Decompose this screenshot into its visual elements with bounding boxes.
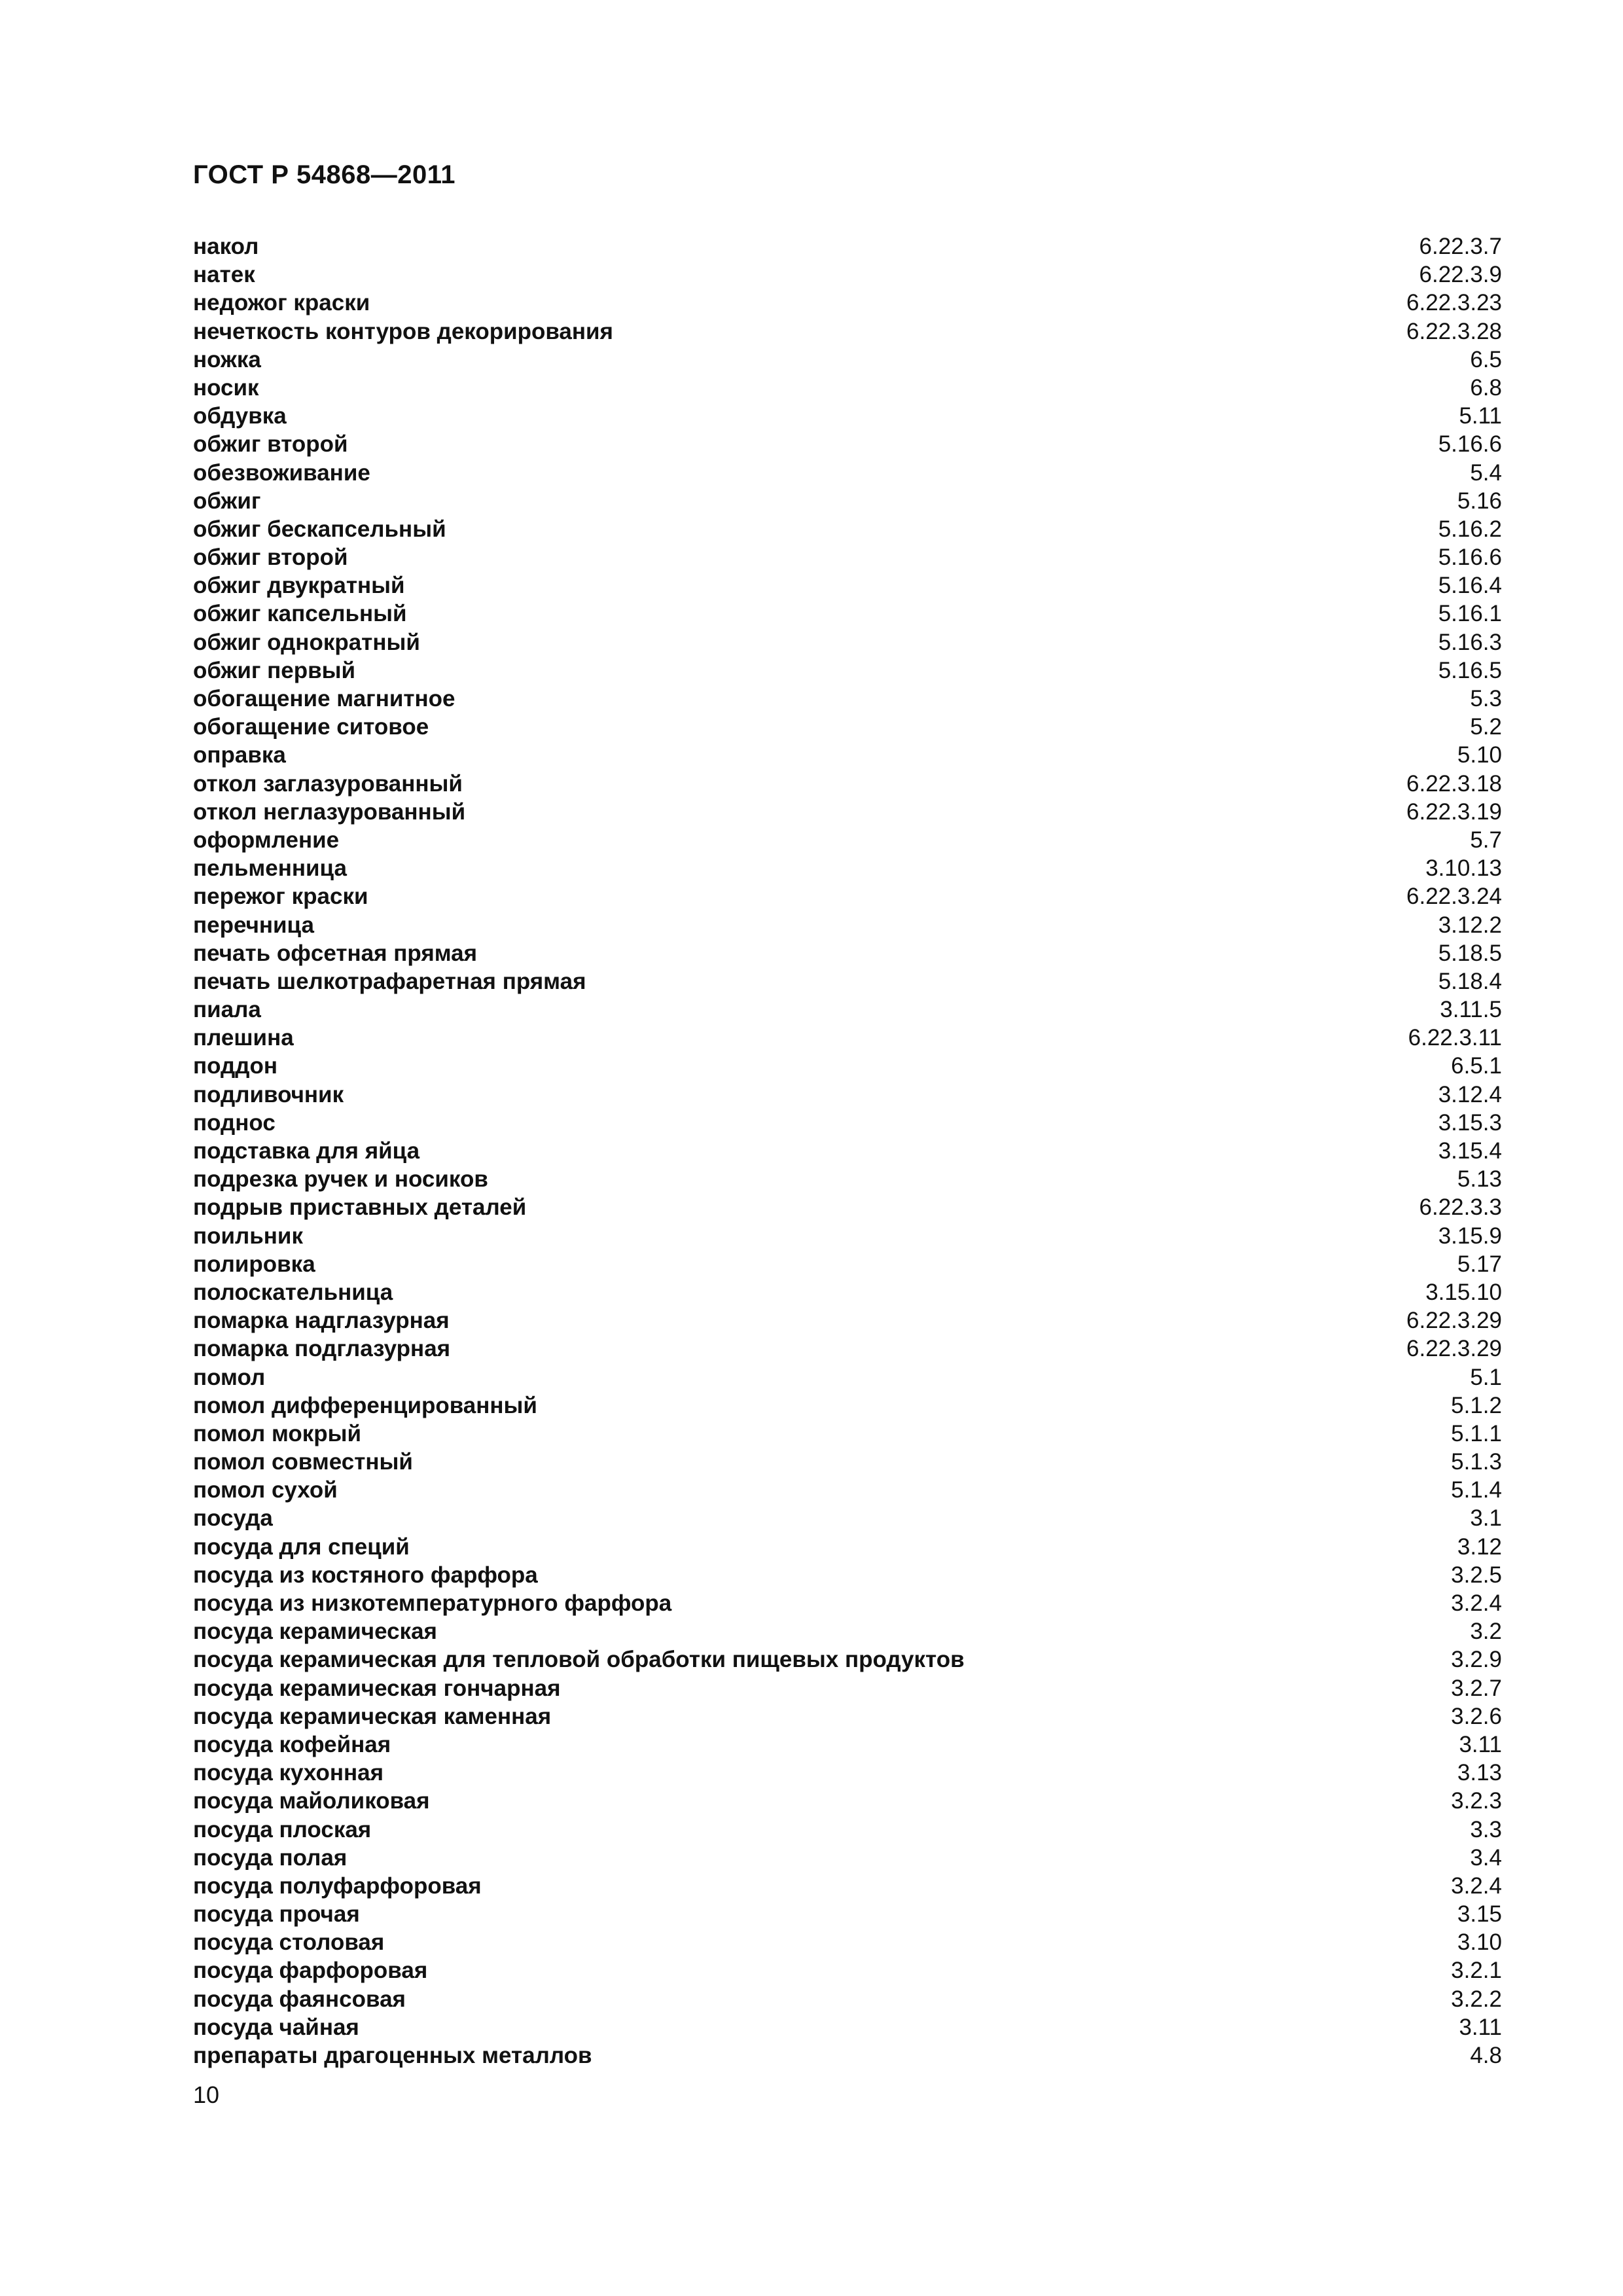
index-reference: 6.22.3.18 (1406, 770, 1502, 797)
index-entry (193, 260, 1502, 289)
index-entry (193, 1816, 1502, 1844)
index-entry (193, 1081, 1502, 1109)
index-reference: 6.5 (1470, 346, 1502, 372)
index-term: посуда из костяного фарфора (193, 1562, 538, 1588)
index-reference: 5.1.3 (1451, 1449, 1502, 1475)
index-reference: 3.10.13 (1425, 855, 1502, 882)
index-entry (193, 1985, 1502, 2013)
index-term: посуда для специй (193, 1534, 410, 1560)
index-reference: 5.1.2 (1451, 1392, 1502, 1418)
index-reference: 6.22.3.29 (1406, 1308, 1502, 1334)
index-entry (193, 317, 1502, 346)
index-reference: 5.1 (1470, 1364, 1502, 1390)
index-term: плешина (193, 1025, 294, 1051)
index-term: посуда кухонная (193, 1760, 384, 1786)
index-reference: 5.1.1 (1451, 1420, 1502, 1446)
index-entry (193, 1872, 1502, 1900)
index-term: обжиг капсельный (193, 601, 407, 627)
index-reference: 3.12.4 (1438, 1081, 1502, 1107)
index-entry (193, 1645, 1502, 1674)
index-entry (193, 374, 1502, 402)
index-entry (193, 1109, 1502, 1137)
index-entry (193, 854, 1502, 882)
index-entry (193, 1759, 1502, 1787)
index-term: обжиг двукратный (193, 573, 405, 599)
index-reference: 3.11 (1459, 1731, 1502, 1757)
index-reference: 3.2.9 (1451, 1647, 1502, 1673)
index-entry (193, 1702, 1502, 1731)
index-reference: 6.22.3.29 (1406, 1336, 1502, 1362)
index-term: пережог краски (193, 884, 368, 910)
index-entry (193, 1137, 1502, 1165)
index-term: помол (193, 1364, 266, 1390)
index-reference: 3.2.4 (1451, 1873, 1502, 1899)
index-entry (193, 1674, 1502, 1702)
index-reference: 6.22.3.19 (1406, 798, 1502, 825)
index-reference: 3.4 (1470, 1844, 1502, 1871)
index-entry (193, 402, 1502, 430)
index-term: посуда полуфарфоровая (193, 1873, 482, 1899)
index-entry (193, 1844, 1502, 1872)
index-reference: 5.13 (1457, 1166, 1502, 1193)
index-reference: 6.8 (1470, 374, 1502, 401)
index-entry (193, 289, 1502, 317)
index-entry (193, 571, 1502, 600)
index-reference: 5.1.4 (1451, 1477, 1502, 1503)
index-reference: 5.16.6 (1438, 431, 1502, 457)
index-term: посуда столовая (193, 1929, 385, 1956)
index-reference: 6.22.3.9 (1419, 262, 1502, 288)
index-term: посуда полая (193, 1844, 348, 1871)
index-entry (193, 346, 1502, 374)
index-entry (193, 487, 1502, 515)
index-entry (193, 967, 1502, 996)
index-term: печать офсетная прямая (193, 940, 478, 966)
index-term: обезвоживание (193, 459, 370, 486)
index-entry (193, 1956, 1502, 1984)
index-term: посуда керамическая (193, 1619, 437, 1645)
index-term: помарка надглазурная (193, 1308, 450, 1334)
index-term: посуда прочая (193, 1901, 360, 1928)
index-term: препараты драгоценных металлов (193, 2043, 592, 2068)
index-entry (193, 1222, 1502, 1250)
index-reference: 3.2.7 (1451, 1675, 1502, 1701)
index-term: подливочник (193, 1081, 344, 1107)
index-term: посуда керамическая каменная (193, 1703, 552, 1729)
index-reference: 4.8 (1470, 2043, 1502, 2068)
index-reference: 5.16.5 (1438, 657, 1502, 683)
index-entry (193, 882, 1502, 910)
index-entry (193, 1335, 1502, 1363)
index-reference: 5.4 (1470, 459, 1502, 486)
index-reference: 5.11 (1459, 403, 1502, 429)
index-reference: 3.15.10 (1425, 1279, 1502, 1305)
index-reference: 3.15 (1457, 1901, 1502, 1928)
index-term: помол совместный (193, 1449, 413, 1475)
index-reference: 6.22.3.24 (1406, 884, 1502, 910)
index-reference: 5.16.2 (1438, 516, 1502, 542)
index-term: оправка (193, 742, 286, 768)
index-reference: 3.15.4 (1438, 1138, 1502, 1164)
index-term: посуда керамическая для тепловой обработки пищевых продуктов (193, 1647, 965, 1673)
index-term: перечница (193, 912, 314, 938)
index-reference: 5.16.6 (1438, 545, 1502, 571)
index-reference: 5.16.1 (1438, 601, 1502, 627)
index-reference: 3.15.9 (1438, 1223, 1502, 1249)
index-term: поильник (193, 1223, 303, 1249)
index-term: посуда кофейная (193, 1731, 391, 1757)
index-term: посуда плоская (193, 1816, 372, 1842)
index-reference: 5.2 (1470, 714, 1502, 740)
index-entry (193, 515, 1502, 543)
index-entry (193, 1306, 1502, 1335)
index-entry (193, 1448, 1502, 1476)
index-term: посуда фарфоровая (193, 1958, 428, 1984)
index-entry (193, 1731, 1502, 1759)
index-reference: 3.11.5 (1440, 997, 1502, 1023)
index-entry (193, 770, 1502, 798)
index-entry (193, 1900, 1502, 1928)
index-reference: 5.3 (1470, 686, 1502, 711)
document-code: ГОСТ Р 54868—2011 (193, 160, 455, 189)
index-entry (193, 628, 1502, 656)
index-reference: 3.12.2 (1438, 912, 1502, 938)
index-entry (193, 459, 1502, 487)
index-reference: 3.2.2 (1451, 1986, 1502, 2012)
index-reference: 6.22.3.28 (1406, 318, 1502, 344)
index-entry (193, 1024, 1502, 1052)
index-term: подрезка ручек и носиков (193, 1166, 488, 1193)
index-term: посуда майоликовая (193, 1788, 430, 1814)
index-entry (193, 939, 1502, 967)
index-reference: 3.15.3 (1438, 1109, 1502, 1136)
index-reference: 3.10 (1457, 1929, 1502, 1956)
index-term: посуда из низкотемпературного фарфора (193, 1590, 672, 1616)
index-entry (193, 1476, 1502, 1504)
index-reference: 5.16 (1457, 488, 1502, 514)
index-entry (193, 1250, 1502, 1278)
index-reference: 5.16.4 (1438, 573, 1502, 599)
index-entry (193, 1278, 1502, 1306)
index-term: пиала (193, 997, 261, 1023)
term-index-list (193, 232, 1502, 2070)
index-entry (193, 741, 1502, 769)
index-term: помарка подглазурная (193, 1336, 451, 1362)
index-reference: 3.2.3 (1451, 1788, 1502, 1814)
index-term: нечеткость контуров декорирования (193, 318, 613, 344)
index-term: обжиг первый (193, 657, 356, 683)
index-entry (193, 1391, 1502, 1420)
index-reference: 5.7 (1470, 827, 1502, 853)
index-reference: 3.11 (1459, 2014, 1502, 2040)
index-entry (193, 1787, 1502, 1815)
index-term: недожог краски (193, 290, 370, 316)
index-term: полоскательница (193, 1279, 393, 1305)
index-entry (193, 713, 1502, 741)
index-entry (193, 1363, 1502, 1391)
index-entry (193, 911, 1502, 939)
index-term: обжиг второй (193, 545, 348, 571)
index-reference: 3.12 (1457, 1534, 1502, 1560)
page-number: 10 (193, 2081, 220, 2108)
index-term: помол мокрый (193, 1420, 362, 1446)
index-entry (193, 1052, 1502, 1080)
index-entry (193, 826, 1502, 854)
index-entry (193, 1193, 1502, 1221)
index-reference: 3.2.6 (1451, 1703, 1502, 1729)
index-reference: 6.5.1 (1451, 1053, 1502, 1079)
index-term: пельменница (193, 855, 347, 882)
index-term: ножка (193, 346, 261, 372)
index-term: помол дифференцированный (193, 1392, 537, 1418)
index-term: накол (193, 234, 259, 259)
index-entry (193, 1617, 1502, 1645)
index-reference: 6.22.3.11 (1408, 1025, 1502, 1051)
index-term: обогащение магнитное (193, 686, 455, 711)
index-reference: 5.18.4 (1438, 968, 1502, 994)
index-entry (193, 1928, 1502, 1956)
index-term: обжиг (193, 488, 261, 514)
index-entry (193, 1533, 1502, 1561)
index-term: обжиг бескапсельный (193, 516, 446, 542)
index-term: подрыв приставных деталей (193, 1194, 527, 1221)
index-term: обогащение ситовое (193, 714, 429, 740)
index-term: оформление (193, 827, 340, 853)
index-reference: 5.17 (1457, 1251, 1502, 1277)
index-entry (193, 1165, 1502, 1193)
index-term: подставка для яйца (193, 1138, 420, 1164)
index-entry (193, 656, 1502, 685)
index-entry (193, 798, 1502, 826)
index-entry (193, 1589, 1502, 1617)
index-reference: 3.2.4 (1451, 1590, 1502, 1616)
index-entry (193, 2041, 1502, 2070)
index-reference: 3.1 (1470, 1505, 1502, 1532)
index-entry (193, 430, 1502, 458)
index-reference: 6.22.3.3 (1419, 1194, 1502, 1221)
index-term: поднос (193, 1109, 276, 1136)
index-term: откол заглазурованный (193, 770, 463, 797)
index-entry (193, 543, 1502, 571)
index-entry (193, 996, 1502, 1024)
index-entry (193, 1420, 1502, 1448)
index-reference: 5.10 (1457, 742, 1502, 768)
index-entry (193, 685, 1502, 713)
index-reference: 6.22.3.7 (1419, 234, 1502, 259)
index-reference: 6.22.3.23 (1406, 290, 1502, 316)
index-term: помол сухой (193, 1477, 338, 1503)
index-term: посуда чайная (193, 2014, 359, 2040)
index-reference: 3.3 (1470, 1816, 1502, 1842)
index-reference: 5.16.3 (1438, 629, 1502, 655)
index-term: печать шелкотрафаретная прямая (193, 968, 586, 994)
index-entry (193, 1561, 1502, 1589)
index-reference: 3.13 (1457, 1760, 1502, 1786)
index-entry (193, 232, 1502, 260)
index-term: обжиг второй (193, 431, 348, 457)
index-term: натек (193, 262, 255, 288)
index-term: обжиг однократный (193, 629, 420, 655)
index-term: посуда керамическая гончарная (193, 1675, 561, 1701)
index-term: полировка (193, 1251, 315, 1277)
index-term: носик (193, 374, 259, 401)
index-term: посуда фаянсовая (193, 1986, 406, 2012)
index-entry (193, 1504, 1502, 1532)
index-entry (193, 600, 1502, 628)
index-reference: 5.18.5 (1438, 940, 1502, 966)
index-term: обдувка (193, 403, 287, 429)
index-reference: 3.2 (1470, 1619, 1502, 1645)
index-term: поддон (193, 1053, 278, 1079)
index-reference: 3.2.5 (1451, 1562, 1502, 1588)
index-term: откол неглазурованный (193, 798, 466, 825)
index-reference: 3.2.1 (1451, 1958, 1502, 1984)
index-term: посуда (193, 1505, 273, 1532)
index-entry (193, 2013, 1502, 2041)
